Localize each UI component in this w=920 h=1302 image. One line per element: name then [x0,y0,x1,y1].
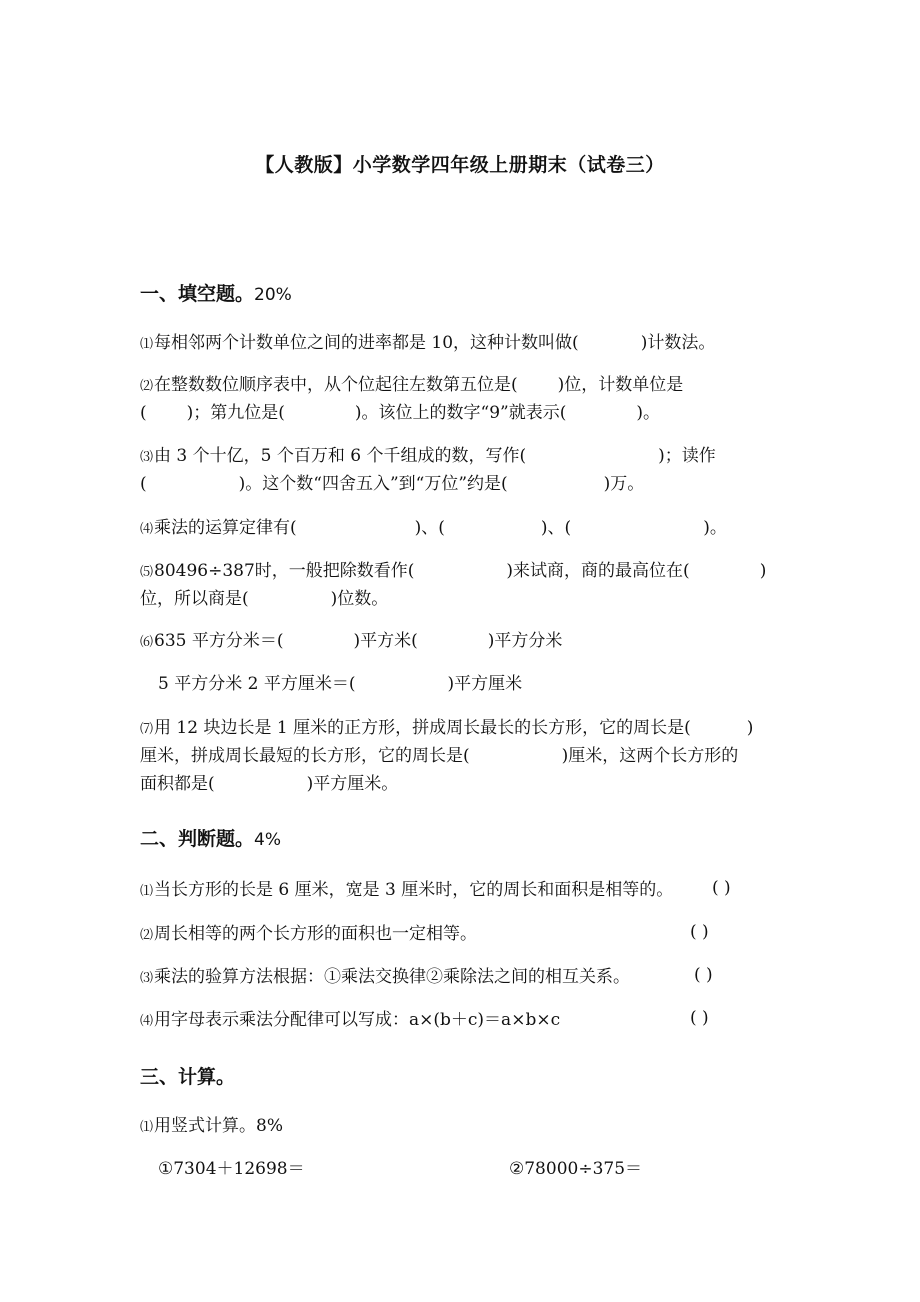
answer-bracket[interactable]: ( ) [690,922,709,942]
answer-bracket[interactable]: ( ) [690,1008,709,1028]
section-heading-fill-blank [140,279,292,306]
question-text: )平方厘米 [447,674,523,694]
section-heading-text: 一、填空题。 [140,283,255,305]
question-number: ⑷ [140,1014,154,1029]
question-1-3-line-2 [140,470,644,498]
question-number: ⑵ [140,928,154,943]
question-text: 635 平方分米＝( [154,631,284,651]
question-text: )。该位上的数字“9”就表示( [354,403,567,423]
question-text: ) [759,561,767,581]
question-1-5-line-1 [140,557,766,587]
section-heading-true-false [140,824,281,851]
question-text: ( [140,474,147,494]
question-text: 乘法的验算方法根据：①乘法交换律②乘除法之间的相互关系。 [154,967,631,987]
question-text: )位，计数单位是 [557,375,684,395]
question-text: )平方米( [353,631,418,651]
question-1-7-line-2 [140,742,738,770]
question-text: 5 平方分米 2 平方厘米＝( [158,674,356,694]
answer-bracket[interactable]: ( ) [694,965,713,985]
question-text: 在整数数位顺序表中，从个位起往左数第五位是( [154,375,518,395]
question-text: 周长相等的两个长方形的面积也一定相等。 [154,924,478,944]
question-text: )来试商，商的最高位在( [506,561,690,581]
question-number: ⑷ [140,522,154,537]
question-text: )万。 [603,474,645,494]
question-text: )、( [540,518,572,538]
question-number: ⑸ [140,565,154,580]
calc-subheading [140,1112,283,1142]
section-heading-text: 二、判断题。 [140,828,255,850]
question-text: )计数法。 [640,333,716,353]
question-1-3-line-1 [140,442,716,472]
question-text: )、( [414,518,445,538]
section-heading-text: 三、计算。 [140,1066,236,1088]
question-text: )。 [636,403,661,423]
question-text: 乘法的运算定律有( [154,518,297,538]
question-number: ⑵ [140,379,154,394]
calc-expression-2: ②78000÷375＝ [509,1159,643,1179]
page-title: 【人教版】小学数学四年级上册期末（试卷三） [255,154,665,176]
question-number: ⑴ [140,884,154,899]
question-text: ( [140,403,147,423]
judge-item-4 [140,1006,560,1036]
question-number: ⑴ [140,1120,154,1135]
question-text: )平方分米 [487,631,563,651]
question-number: ⑶ [140,450,154,465]
question-number: ⑴ [140,337,154,352]
question-1-2-line-1 [140,371,683,401]
calc-expression-1: ①7304＋12698＝ [158,1159,305,1179]
judge-item-3 [140,963,630,993]
section-heading-calculation [140,1062,235,1089]
question-text: 位，所以商是( [140,589,249,609]
question-text: )厘米，这两个长方形的 [561,746,739,766]
question-text: 用竖式计算。8% [154,1116,283,1136]
question-1-6-line-1 [140,627,562,657]
question-text: )。这个数“四舍五入”到“万位”约是( [238,474,508,494]
question-1-6-line-2 [158,670,522,698]
question-1-1 [140,329,715,359]
question-1-7-line-3 [140,770,398,798]
question-text: 厘米，拼成周长最短的长方形，它的周长是( [140,746,470,766]
question-text: 每相邻两个计数单位之间的进率都是 10，这种计数叫做( [154,333,579,353]
judge-item-1 [140,876,673,906]
question-1-2-line-2 [140,399,660,427]
question-text: 当长方形的长是 6 厘米，宽是 3 厘米时，它的周长和面积是相等的。 [154,880,674,900]
question-1-7-line-1 [140,714,753,744]
section-percentage: 20% [254,285,292,305]
question-number: ⑶ [140,971,154,986]
question-text: )。 [703,518,727,538]
section-percentage: 4% [254,830,281,850]
question-1-5-line-2 [140,585,388,613]
question-text: )平方厘米。 [306,774,399,794]
question-number: ⑹ [140,635,154,650]
question-text: 80496÷387时，一般把除数看作( [154,561,415,581]
question-text: )；第九位是( [186,403,285,423]
question-text: 用 12 块边长是 1 厘米的正方形，拼成周长最长的长方形，它的周长是( [154,718,691,738]
question-text: )位数。 [330,589,389,609]
question-number: ⑺ [140,722,154,737]
question-1-4 [140,514,727,544]
question-text: 面积都是( [140,774,215,794]
judge-item-2 [140,920,477,950]
answer-bracket[interactable]: ( ) [712,878,731,898]
question-text: )；读作 [658,446,716,466]
question-text: 用字母表示乘法分配律可以写成：a×(b＋c)＝a×b×c [154,1010,561,1030]
question-text: ) [746,718,754,738]
question-text: 由 3 个十亿，5 个百万和 6 个千组成的数，写作( [154,446,527,466]
